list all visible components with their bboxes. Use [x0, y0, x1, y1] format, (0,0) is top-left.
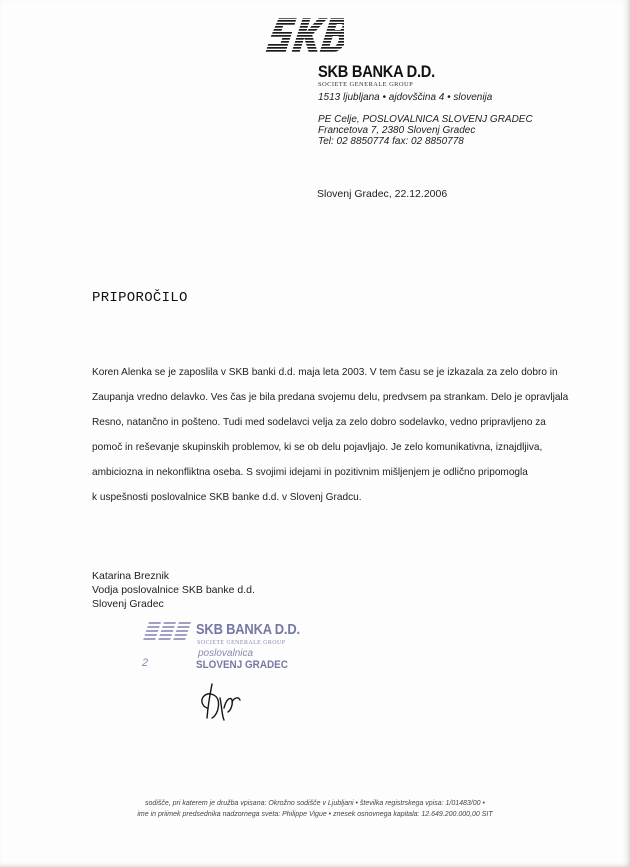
- branch-name: PE Celje, POSLOVALNICA SLOVENJ GRADEC: [318, 114, 533, 125]
- body-line: ambiciozna in nekonfliktna oseba. S svojimi idejami in pozitivnim mišljenjem je odlično pripomogla: [92, 466, 528, 478]
- stamp-number: 2: [142, 657, 149, 669]
- signatory-role: Vodja poslovalnice SKB banke d.d.: [92, 584, 255, 596]
- body-line: Resno, natančno in pošteno. Tudi med sodelavci velja za zelo dobro sodelavko, vedno pripravljeno za: [92, 416, 546, 428]
- footer-line-1: sodišče, pri katerem je družba vpisana: Okrožno sodišče v Ljubljani • številka registrskega vpisa: 1/01483/00 •: [145, 800, 485, 807]
- body-line: Koren Alenka se je zaposlila v SKB banki d.d. maja leta 2003. V tem času se je izkazala za zelo dobro in: [92, 366, 558, 378]
- bank-stamp: [140, 617, 340, 687]
- branch-address: Francetova 7, 2380 Slovenj Gradec: [318, 125, 476, 136]
- letterhead-group: SOCIETE GENERALE GROUP: [318, 81, 414, 88]
- stamp-logo-icon: [142, 619, 192, 643]
- body-line: Zaupanja vredno delavko. Ves čas je bila predana svojemu delu, predvsem pa strankam. Delo je opravljala: [92, 391, 569, 403]
- date-line: Slovenj Gradec, 22.12.2006: [317, 188, 448, 200]
- letterhead-bank-name: SKB BANKA D.D.: [318, 62, 435, 81]
- letterhead-address: 1513 ljubljana • ajdovščina 4 • slovenija: [318, 92, 493, 103]
- skb-logo-icon: [262, 14, 344, 64]
- branch-phone-fax: Tel: 02 8850774 fax: 02 8850778: [318, 136, 464, 147]
- footer-line-2: ime in priimek predsednika nadzornega sveta: Philippe Vigue • znesek osnovnega kapitala: 12.649.200.000,00 SIT: [137, 811, 493, 818]
- body-line: pomoč in reševanje skupinskih problemov, ki se ob delu pojavljajo. Je zelo komunikativna, iznajdljiva,: [92, 441, 543, 453]
- signatory-name: Katarina Breznik: [92, 570, 170, 582]
- stamp-group: SOCIETE GENERALE GROUP: [197, 640, 286, 646]
- signatory-place: Slovenj Gradec: [92, 598, 164, 610]
- handwritten-signature: [198, 678, 254, 722]
- body-line: k uspešnosti poslovalnice SKB banke d.d. v Slovenj Gradcu.: [92, 491, 362, 503]
- stamp-subtitle: poslovalnica: [198, 648, 254, 659]
- document-title: PRIPOROČILO: [92, 290, 188, 306]
- stamp-bank-name: SKB BANKA D.D.: [196, 621, 300, 638]
- stamp-branch: SLOVENJ GRADEC: [196, 659, 288, 671]
